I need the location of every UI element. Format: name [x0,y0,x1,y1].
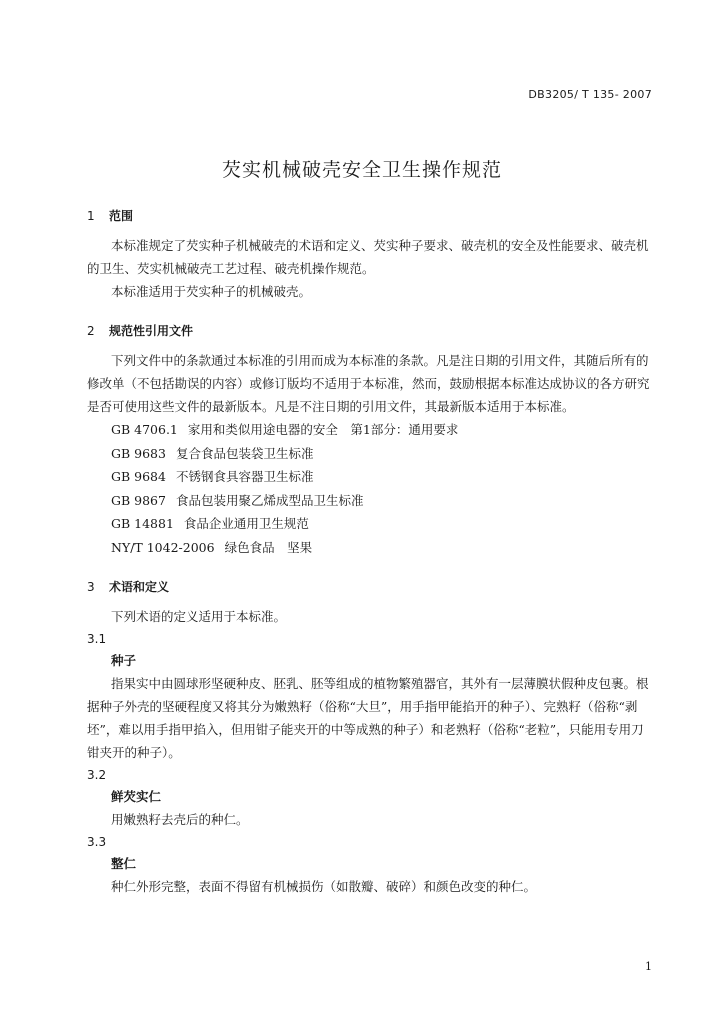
standard-code: DB3205/ T 135- 2007 [528,88,652,101]
document-body [87,206,657,898]
text-line: 本标准规定了芡实种子机械破壳的术语和定义、芡实种子要求、破壳机的安全及性能要求、破壳机 [111,238,649,253]
text-line: 坯”，难以用手指甲掐入，但用钳子能夹开的中等成熟的种子）和老熟籽（俗称“老粒”，只能用专用刀 [87,722,644,737]
reference-title: 复合食品包装袋卫生标准 [175,445,314,461]
text-line: 修改单（不包括勘误的内容）或修订版均不适用于本标准，然而，鼓励根据本标准达成协议的各方研究 [87,376,650,391]
section-2-heading [87,321,657,341]
section-3-number: 3 [87,580,95,594]
reference-list [87,418,657,559]
term-name: 鲜芡实仁 [111,789,162,804]
section-1-paragraph-2: 本标准适用于芡实种子的机械破壳。 [111,284,312,299]
reference-item [87,512,657,536]
term-definition [87,672,657,764]
reference-code: GB 9867 [111,492,166,508]
text-line: 用嫩熟籽去壳后的种仁。 [111,812,249,827]
term-number: 3.2 [87,768,107,782]
text-line: 钳夹开的种子）。 [87,745,181,760]
reference-code: GB 9683 [111,445,166,461]
term-definition [87,875,657,898]
term-number: 3.1 [87,632,107,646]
text-line: 种仁外形完整，表面不得留有机械损伤（如散瓣、破碎）和颜色改变的种仁。 [111,879,537,894]
section-3-heading [87,577,657,597]
text-line: 据种子外壳的坚硬程度又将其分为嫩熟籽（俗称“大旦”，用手指甲能掐开的种子）、完熟籽（俗称“剥 [87,699,638,714]
reference-title: 绿色食品 坚果 [224,539,313,555]
section-1-number: 1 [87,209,95,223]
reference-title: 食品包装用聚乙烯成型品卫生标准 [175,492,364,508]
reference-code: NY/T 1042-2006 [111,539,215,555]
section-1-heading [87,206,657,226]
section-1-paragraph-1 [87,234,657,280]
reference-item [87,465,657,489]
section-1-title: 范围 [109,209,134,223]
reference-item [87,489,657,513]
term-number: 3.3 [87,835,107,849]
text-line: 指果实中由圆球形坚硬种皮、胚乳、胚等组成的植物繁殖器官，其外有一层薄膜状假种皮包裹。根 [111,676,649,691]
reference-code: GB 4706.1 [111,422,178,437]
document-title: 芡实机械破壳安全卫生操作规范 [221,159,502,181]
term-name: 种子 [111,653,137,668]
text-line: 是否可使用这些文件的最新版本。凡是不注日期的引用文件，其最新版本适用于本标准。 [87,399,575,414]
term-definition [87,808,657,831]
text-line: 下列文件中的条款通过本标准的引用而成为本标准的条款。凡是注日期的引用文件，其随后所有的 [111,353,649,368]
reference-item [87,536,657,560]
section-2-title: 规范性引用文件 [109,324,194,338]
section-3-intro: 下列术语的定义适用于本标准。 [111,609,287,624]
reference-item [87,418,657,442]
reference-title: 食品企业通用卫生规范 [183,516,309,531]
section-2-paragraph-1 [87,349,657,418]
reference-title: 不锈钢食具容器卫生标准 [175,469,314,484]
section-2-number: 2 [87,324,95,338]
page-number: 1 [645,960,652,973]
reference-item [87,442,657,466]
reference-code: GB 14881 [111,516,174,531]
term-name: 整仁 [111,856,137,871]
reference-title: 家用和类似用途电器的安全 第1部分：通用要求 [187,422,459,437]
reference-code: GB 9684 [111,469,166,484]
section-3-title: 术语和定义 [109,580,170,594]
text-line: 的卫生、芡实机械破壳工艺过程、破壳机操作规范。 [87,261,375,276]
